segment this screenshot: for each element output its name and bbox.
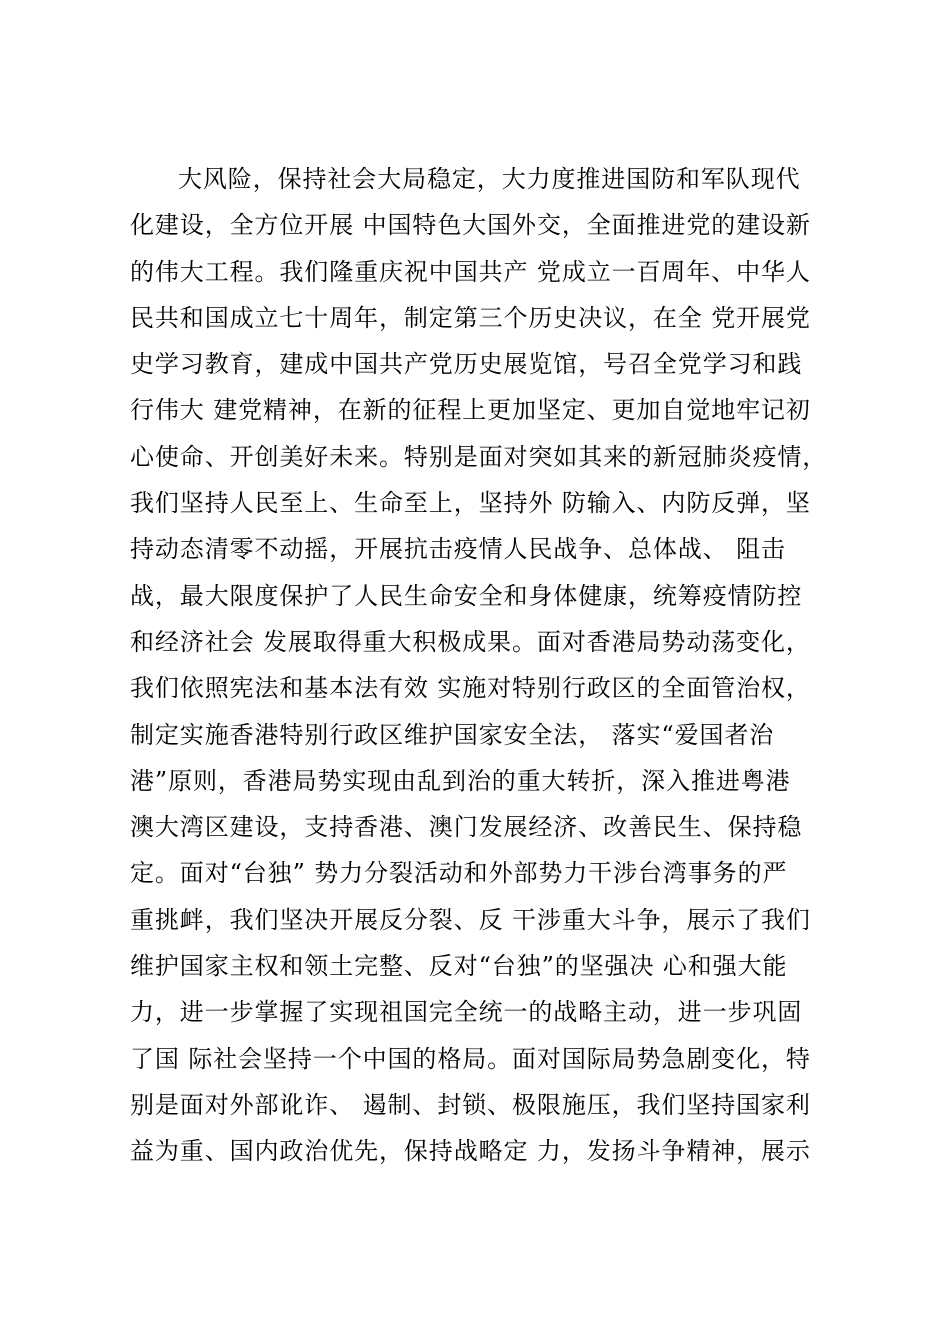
text-line: 史学习教育，建成中国共产党历史展览馆，号召全党学习和践 [130,350,803,379]
text-line: 的伟大工程。我们隆重庆祝中国共产 党成立一百周年、中华人 [130,257,811,286]
text-line: 民共和国成立七十周年，制定第三个历史决议，在全 党开展党 [130,303,811,332]
text-line: 我们依照宪法和基本法有效 实施对特别行政区的全面管治权， [130,674,811,703]
text-line: 持动态清零不动摇，开展抗击疫情人民战争、总体战、 阻击 [130,535,786,564]
text-line: 化建设，全方位开展 中国特色大国外交，全面推进党的建设新 [130,211,811,240]
text-line: 心使命、开创美好未来。特别是面对突如其来的新冠肺炎疫情， [130,442,828,471]
text-line: 我们坚持人民至上、生命至上，坚持外 防输入、内防反弹，坚 [130,489,811,518]
text-line: 制定实施香港特别行政区维护国家安全法， 落实“爱国者治 [130,720,775,749]
text-line: 益为重、国内政治优先，保持战略定 力，发扬斗争精神，展示 [130,1137,811,1166]
text-line: 行伟大 建党精神，在新的征程上更加坚定、更加自觉地牢记初 [130,396,811,425]
text-line: 定。面对“台独” 势力分裂活动和外部势力干涉台湾事务的严 [130,859,788,888]
text-line: 力，进一步掌握了实现祖国完全统一的战略主动，进一步巩固 [130,998,803,1027]
body-paragraph [130,156,830,1175]
text-line: 战，最大限度保护了人民生命安全和身体健康，统筹疫情防控 [130,581,803,610]
text-line: 了国 际社会坚持一个中国的格局。面对国际局势急剧变化，特 [130,1044,811,1073]
text-line: 和经济社会 发展取得重大积极成果。面对香港局势动荡变化， [130,627,811,656]
text-line: 别是面对外部讹诈、 遏制、封锁、极限施压，我们坚持国家利 [130,1090,811,1119]
text-line: 澳大湾区建设，支持香港、澳门发展经济、改善民生、保持稳 [130,813,803,842]
text-line: 港”原则，香港局势实现由乱到治的重大转折，深入推进粤港 [130,766,791,795]
text-line: 维护国家主权和领土完整、反对“台独”的坚强决 心和强大能 [130,952,788,981]
text-line: 重挑衅，我们坚决开展反分裂、反 干涉重大斗争，展示了我们 [130,905,811,934]
text-line: 大风险，保持社会大局稳定，大力度推进国防和军队现代 [178,165,801,193]
